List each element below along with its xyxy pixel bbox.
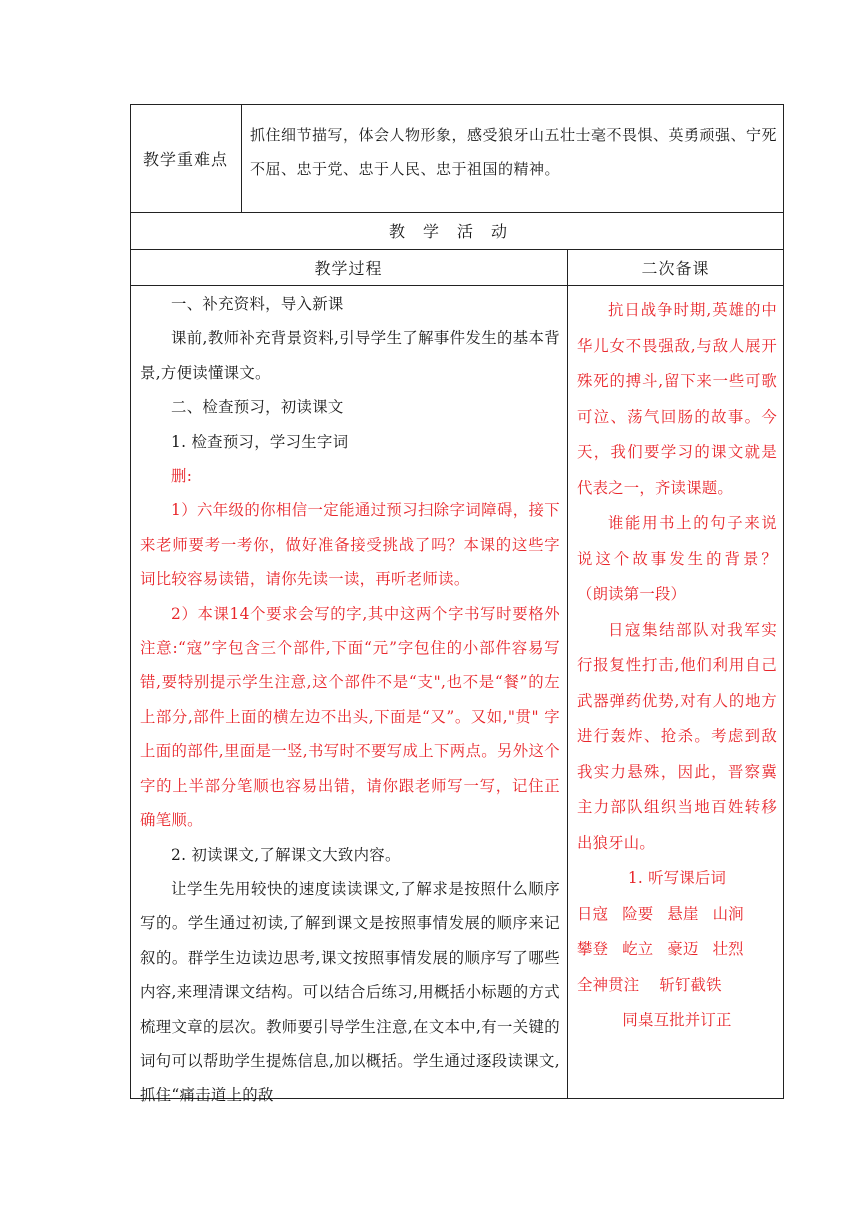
dictation-word: 险要 [622, 904, 654, 923]
dictation-words-row-1 [577, 897, 777, 933]
dictation-word: 全神贯注 [577, 975, 640, 994]
dictation-word: 山涧 [712, 904, 744, 923]
process-paragraph-3: 2）本课14个要求会写的字,其中这两个字书写时要格外注意:“寇”字包含三个部件,下面“元”字包住的小部件容易写错,要特别提示学生注意,这个部件不是“支",也不是“餐”的左上部分,部件上面的横左边不出头,下面是“又”。又如,"贯" 字上面的部件,里面是一竖,书写时不要写成上下两点。另外这个字的上半部分笔顺也容易出错，请你跟老师写一写，记住正确笔顺。 [140, 604, 560, 830]
second-prep-paragraph-2: 谁能用书上的句子来说说这个故事发生的背景？（朗读第一段） [577, 514, 777, 603]
row-divider-3 [130, 285, 784, 286]
second-prep-paragraph-3: 日寇集结部队对我军实行报复性打击,他们利用自己武器弹药优势,对有人的地方进行轰炸、抢杀。考虑到敌我实力悬殊，因此，晋察冀主力部队组织当地百姓转移出狼牙山。 [577, 620, 777, 852]
process-heading-1: 一、补充资料，导入新课 [171, 295, 344, 313]
process-subheading-1: 1. 检查预习，学习生字词 [171, 432, 349, 451]
second-prep-column [577, 293, 777, 1039]
second-prep-dictation-title: 1. 听写课后词 [627, 869, 727, 887]
process-heading-2: 二、检查预习，初读课文 [171, 398, 344, 417]
key-difficulty-content: 抓住细节描写，体会人物形象，感受狼牙山五壮士毫不畏惧、英勇顽强、宁死不屈、忠于党、忠于人民、忠于祖国的精神。 [250, 126, 778, 178]
column-header-process: 教学过程 [314, 258, 383, 278]
dictation-word: 悬崖 [667, 904, 699, 923]
process-paragraph-4: 让学生先用较快的速度读读课文,了解求是按照什么顺序写的。学生通过初读,了解到课文是按照事情发展的顺序来记叙的。群学生边读边思考,课文按照事情发展的顺序写了哪些内容,来理清课文结构。可以结合后练习,用概括小标题的方式梳理文章的层次。教师要引导学生注意,在文本中,有一关键的词句可以帮助学生提炼信息,加以概括。学生通过逐段读课文,抓住“痛击道上的敌 [140, 879, 560, 1105]
process-column [140, 287, 560, 1113]
column-header-second-prep: 二次备课 [641, 258, 710, 278]
dictation-word: 攀登 [577, 940, 609, 958]
dictation-word: 豪迈 [667, 940, 699, 958]
activity-title: 教学活动 [388, 222, 525, 241]
process-paragraph-1: 课前,教师补充背景资料,引导学生了解事件发生的基本背景,方便读懂课文。 [140, 329, 560, 382]
dictation-word: 日寇 [577, 904, 609, 923]
dictation-word: 屹立 [622, 940, 654, 958]
dictation-words-row-2 [577, 932, 777, 968]
process-paragraph-2: 1）六年级的你相信一定能通过预习扫除字词障碍，接下来老师要考一考你，做好准备接受挑战了吗？本课的这些字词比较容易读错，请你先读一读，再听老师读。 [140, 501, 560, 589]
key-label-divider [241, 104, 242, 212]
dictation-word: 斩钉截铁 [659, 975, 722, 994]
second-prep-peer-review: 同桌互批并订正 [622, 1011, 732, 1029]
key-difficulty-label: 教学重难点 [142, 149, 228, 169]
process-subheading-2: 2. 初读课文,了解课文大致内容。 [171, 845, 401, 864]
column-divider [567, 249, 568, 1099]
dictation-words-row-3 [577, 968, 777, 1004]
lesson-plan-table [130, 104, 784, 1105]
second-prep-paragraph-1: 抗日战争时期,英雄的中华儿女不畏强敌,与敌人展开殊死的搏斗,留下来一些可歌可泣、荡气回肠的故事。今天，我们要学习的课文就是代表之一，齐读课题。 [577, 301, 777, 497]
process-note: 删: [171, 467, 193, 486]
dictation-word: 壮烈 [712, 940, 744, 958]
